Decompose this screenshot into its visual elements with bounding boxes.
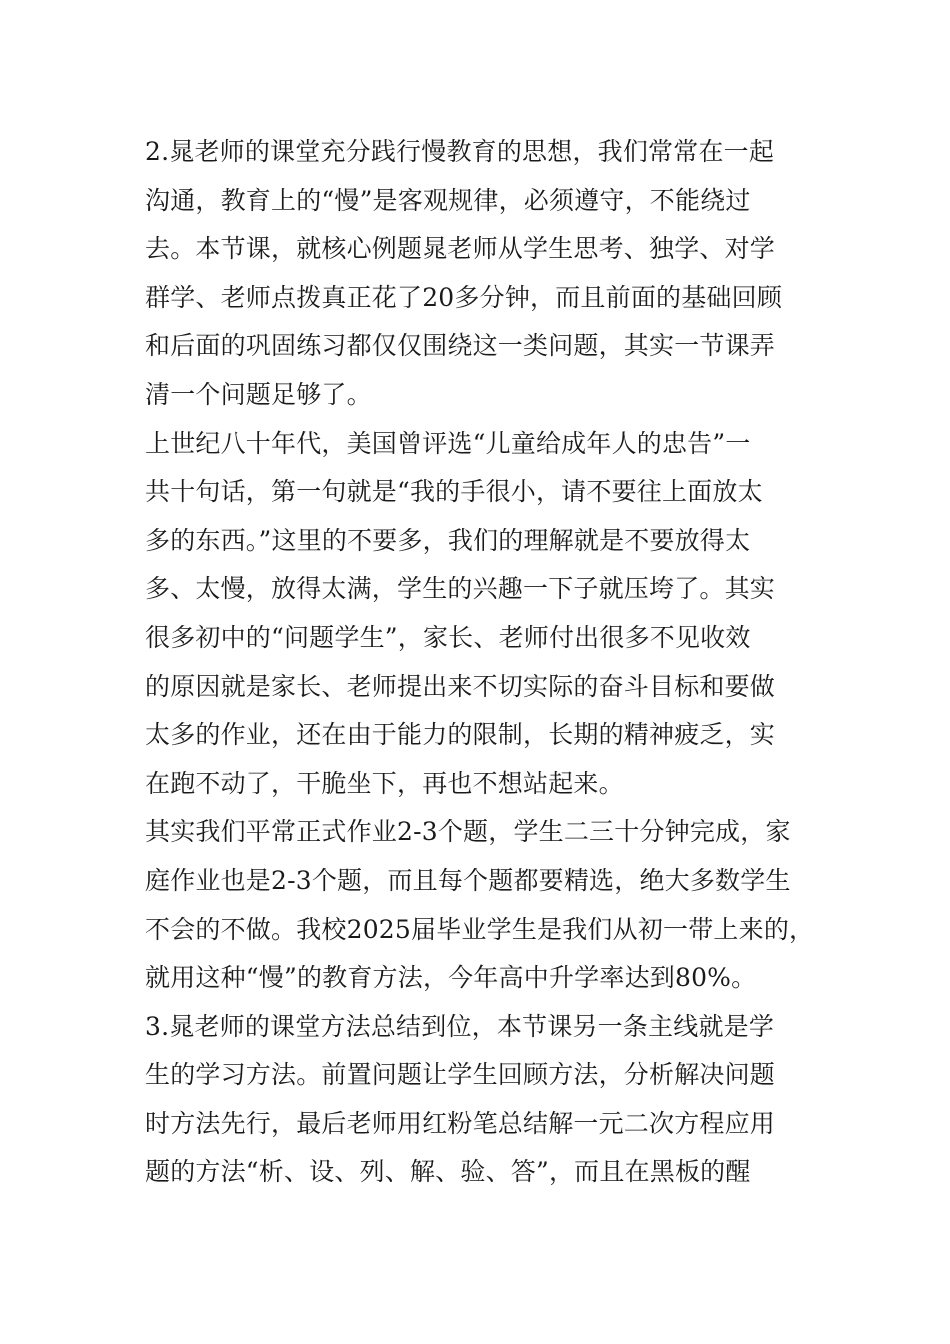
text-line: 就用这种“慢”的教育方法，今年高中升学率达到80%。 xyxy=(145,963,757,993)
text-line: 太多的作业，还在由于能力的限制，长期的精神疲乏，实 xyxy=(145,720,776,750)
text-line: 的原因就是家长、老师提出来不切实际的奋斗目标和要做 xyxy=(145,671,776,701)
body-text xyxy=(145,128,835,1197)
text-line: 在跑不动了，干脆坐下，再也不想站起来。 xyxy=(145,768,624,798)
text-line: 多、太慢，放得太满，学生的兴趣一下子就压垮了。其实 xyxy=(145,574,776,604)
text-line: 不会的不做。我校2025届毕业学生是我们从初一带上来的， xyxy=(145,914,815,944)
text-line: 生的学习方法。前置问题让学生回顾方法，分析解决问题 xyxy=(145,1060,776,1090)
text-line: 很多初中的“问题学生”，家长、老师付出很多不见收效 xyxy=(145,622,751,652)
text-line: 时方法先行，最后老师用红粉笔总结解一元二次方程应用 xyxy=(145,1108,776,1138)
text-line: 和后面的巩固练习都仅仅围绕这一类问题，其实一节课弄 xyxy=(145,331,776,361)
text-line: 上世纪八十年代，美国曾评选“儿童给成年人的忠告”一 xyxy=(145,428,751,458)
text-line: 共十句话，第一句就是“我的手很小，请不要往上面放太 xyxy=(145,477,763,507)
text-line: 3.晁老师的课堂方法总结到位，本节课另一条主线就是学 xyxy=(145,1011,775,1041)
text-line: 2.晁老师的课堂充分践行慢教育的思想，我们常常在一起 xyxy=(145,137,775,166)
text-line: 多的东西。”这里的不要多，我们的理解就是不要放得太 xyxy=(145,525,751,555)
text-line: 庭作业也是2-3个题，而且每个题都要精选，绝大多数学生 xyxy=(145,865,791,895)
text-line: 题的方法“析、设、列、解、验、答”，而且在黑板的醒 xyxy=(145,1157,751,1187)
text-line: 沟通，教育上的“慢”是客观规律，必须遵守，不能绕过 xyxy=(145,185,751,215)
text-line: 群学、老师点拨真正花了20多分钟，而且前面的基础回顾 xyxy=(145,282,783,312)
text-line: 其实我们平常正式作业2-3个题，学生二三十分钟完成，家 xyxy=(145,817,791,847)
text-line: 清一个问题足够了。 xyxy=(145,379,372,409)
text-line: 去。本节课，就核心例题晁老师从学生思考、独学、对学 xyxy=(145,234,776,264)
